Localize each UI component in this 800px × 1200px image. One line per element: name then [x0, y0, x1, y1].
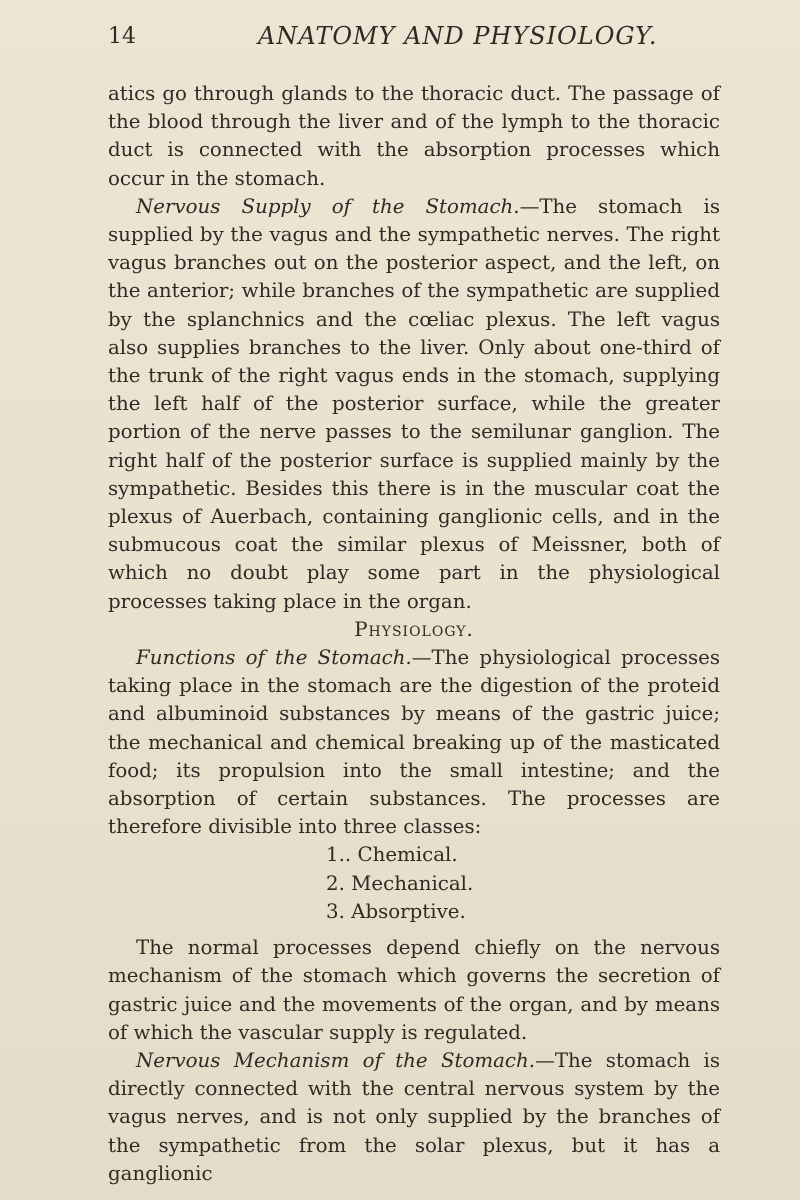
paragraph-text: —The stomach is supplied by the vagus and the sympathetic nerves. The right vagus branches out on the posterior aspect, and the left, on the anterior; while branches of the sympathetic are supplied by the splanchnics and the cœliac plexus. The left vagus also supplies branches to the liver. Only about one-third of the trunk of the right vagus ends in the stomach, supplying the left half of the posterior surface, while the greater portion of the nerve passes to the semilunar ganglion. The right half of the posterior surface is supplied mainly by the sympathetic. Besides this there is in the muscular coat the plexus of Auerbach, containing ganglionic cells, and in the submucous coat the similar plexus of Meissner, both of which no doubt play some part in the physiological processes taking place in the organ. [108, 194, 720, 613]
list-item: 3. Absorptive. [326, 899, 466, 923]
classes-list [108, 841, 720, 926]
list-item: 1.. Chemical. [326, 843, 458, 867]
page-body [108, 80, 720, 1188]
list-item: 2. Mechanical. [326, 871, 474, 895]
spacer [108, 926, 720, 934]
section-title: Physiology. [354, 617, 474, 641]
page-number: 14 [108, 24, 136, 49]
paragraph-heading: Functions of the Stomach. [136, 646, 412, 670]
page-header [108, 20, 720, 54]
paragraph-text: —The stomach is directly connected with the central nervous system by the vagus nerves, and is not only supplied by the branches of the sympathetic from the solar plexus, but it has a ganglionic [108, 1048, 721, 1185]
paragraph-text: —The physiological processes taking place in the stomach are the digestion of the proteid and albuminoid substances by means of the gastric juice; the mechanical and chemical breaking up of the masticated food; its propulsion into the small intestine; and the absorption of certain substances. The processes are therefore divisible into three classes: [108, 646, 720, 839]
paragraph-heading: Nervous Supply of the Stomach. [136, 194, 520, 218]
paragraph-nervous-mechanism [108, 1047, 720, 1188]
running-title: ANATOMY AND PHYSIOLOGY. [258, 22, 658, 50]
paragraph-normal-processes: The normal processes depend chiefly on the nervous mechanism of the stomach which governs the secretion of gastric juice and the movements of the organ, and by means of which the vascular supply is regulated. [108, 936, 720, 1044]
paragraph-nervous-supply [108, 193, 720, 616]
paragraph-heading: Nervous Mechanism of the Stomach. [136, 1048, 536, 1072]
paragraph-continuation: atics go through glands to the thoracic duct. The passage of the blood through the liver and of the lymph to the thoracic duct is connected with the absorption processes which occur in the stomach. [108, 82, 720, 190]
paragraph-functions [108, 644, 720, 841]
